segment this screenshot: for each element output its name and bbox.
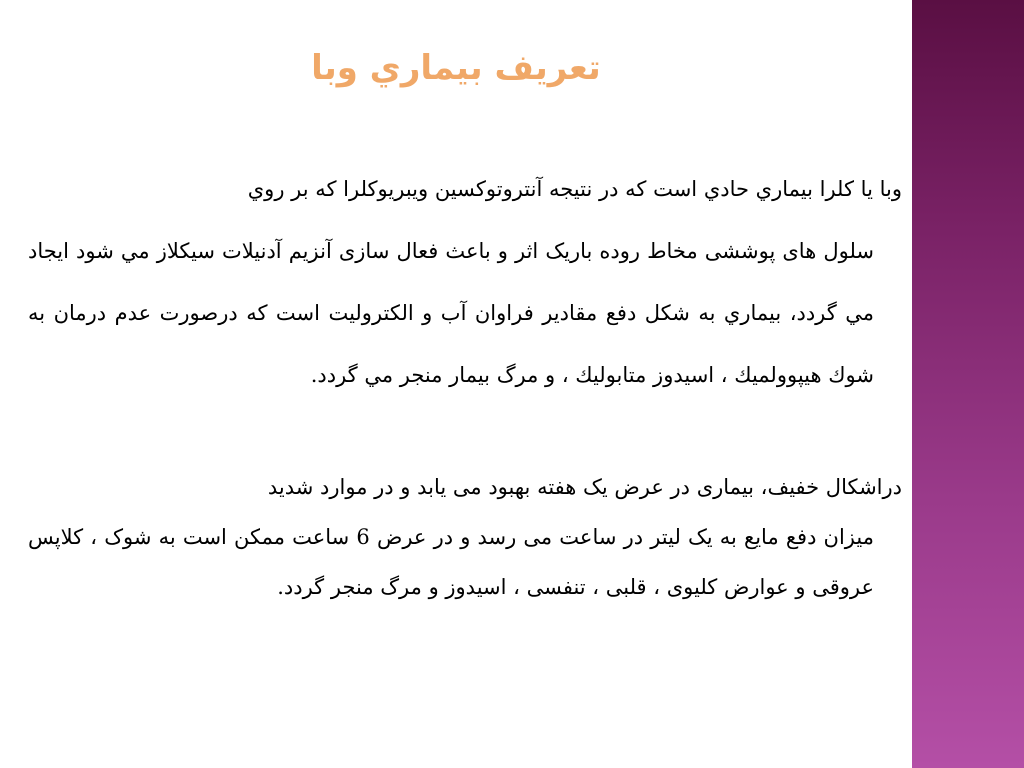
paragraph-severity [28,462,902,612]
paragraph-body: سلول های پوششی مخاط روده باریک اثر و باعث فعال سازی آنزیم آدنیلات سیکلاز مي شود ايجاد مي گردد، بيماري به شكل دفع مقادير فراوان آب و الكتروليت است كه درصورت عدم درمان به شوك هيپوولميك ، اسيدوز متابوليك ، و مرگ بيمار منجر مي گردد. [28,239,874,387]
paragraph-body: میزان دفع مایع به یک لیتر در ساعت می رسد و در عرض 6 ساعت ممکن است به شوک ، کلاپس عروقی و عوارض کلیوی ، قلبی ، تنفسی ، اسیدوز و مرگ منجر گردد. [28,525,874,599]
paragraph-first-line: وبا يا كلرا بيماري حادي است كه در نتيجه آنتروتوكسين ويبريوكلرا كه بر روي [247,177,902,201]
decorative-sidebar [912,0,1024,768]
paragraph-first-line: دراشکال خفیف، بیماری در عرض یک هفته بهبود می یابد و در موارد شدید [267,475,902,499]
paragraph-definition [28,158,902,406]
slide-title: تعريف بيماري وبا [311,48,601,88]
